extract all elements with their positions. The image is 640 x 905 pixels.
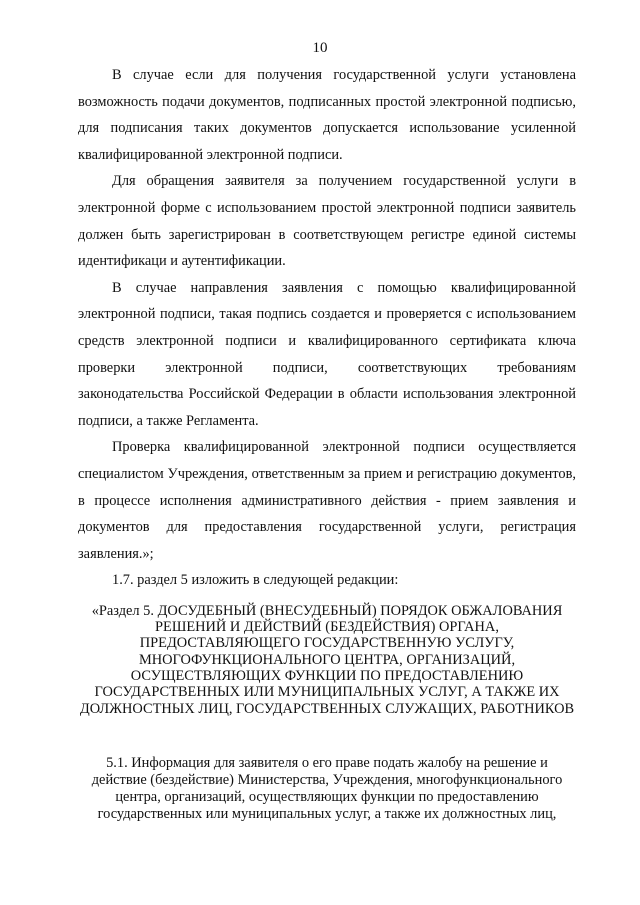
paragraph-qualified-signature: В случае направления заявления с помощью квалифицированной электронной подписи, такая подпись создается и проверяется с использованием средств электронной подписи и квалифицированного сертификата ключа проверки электронной подписи, соответствующих требованиям законодательства Российской Федерации в области использования электронной подписи, а также Регламента.	[78, 279, 576, 429]
item-1-7: 1.7. раздел 5 изложить в следующей редакции:	[112, 572, 399, 589]
page-number: 10	[312, 40, 328, 56]
paragraph-electronic-signature: В случае если для получения государственной услуги установлена возможность подачи документов, подписанных простой электронной подписью, для подписания таких документов допускается использование усиленной квалифицированной электронной подписи.	[78, 67, 576, 163]
document-body	[78, 62, 576, 823]
paragraph-registration: Для обращения заявителя за получением государственной услуги в электронной форме с использованием простой электронной подписи заявитель должен быть зарегистрирован в соответствующем регистре единой системы идентификаци и аутентификации.	[78, 173, 576, 270]
paragraph-verification: Проверка квалифицированной электронной подписи осуществляется специалистом Учреждения, ответственным за прием и регистрацию документов, в процессе исполнения административного действия - прием заявления и документов для предоставления государственной услуги, регистрация заявления.»;	[78, 439, 576, 562]
section-5-heading: «Раздел 5. ДОСУДЕБНЫЙ (ВНЕСУДЕБНЫЙ) ПОРЯДОК ОБЖАЛОВАНИЯ РЕШЕНИЙ И ДЕЙСТВИЙ (БЕЗДЕЙСТВИЯ) ОРГАНА, ПРЕДОСТАВЛЯЮЩЕГО ГОСУДАРСТВЕННУЮ УСЛУГУ, МНОГОФУНКЦИОНАЛЬНОГО ЦЕНТРА, ОРГАНИЗАЦИЙ, ОСУЩЕСТВЛЯЮЩИХ ФУНКЦИИ ПО ПРЕДОСТАВЛЕНИЮ ГОСУДАРСТВЕННЫХ ИЛИ МУНИЦИПАЛЬНЫХ УСЛУГ, А ТАКЖЕ ИХ ДОЛЖНОСТНЫХ ЛИЦ, ГОСУДАРСТВЕННЫХ СЛУЖАЩИХ, РАБОТНИКОВ	[79, 602, 575, 717]
subsection-5-1: 5.1. Информация для заявителя о его праве подать жалобу на решение и действие (бездействие) Министерства, Учреждения, многофункционального центра, организаций, осуществляющих функции по предоставлению государственных или муниципальных услуг, а также их должностных лиц,	[91, 754, 563, 822]
